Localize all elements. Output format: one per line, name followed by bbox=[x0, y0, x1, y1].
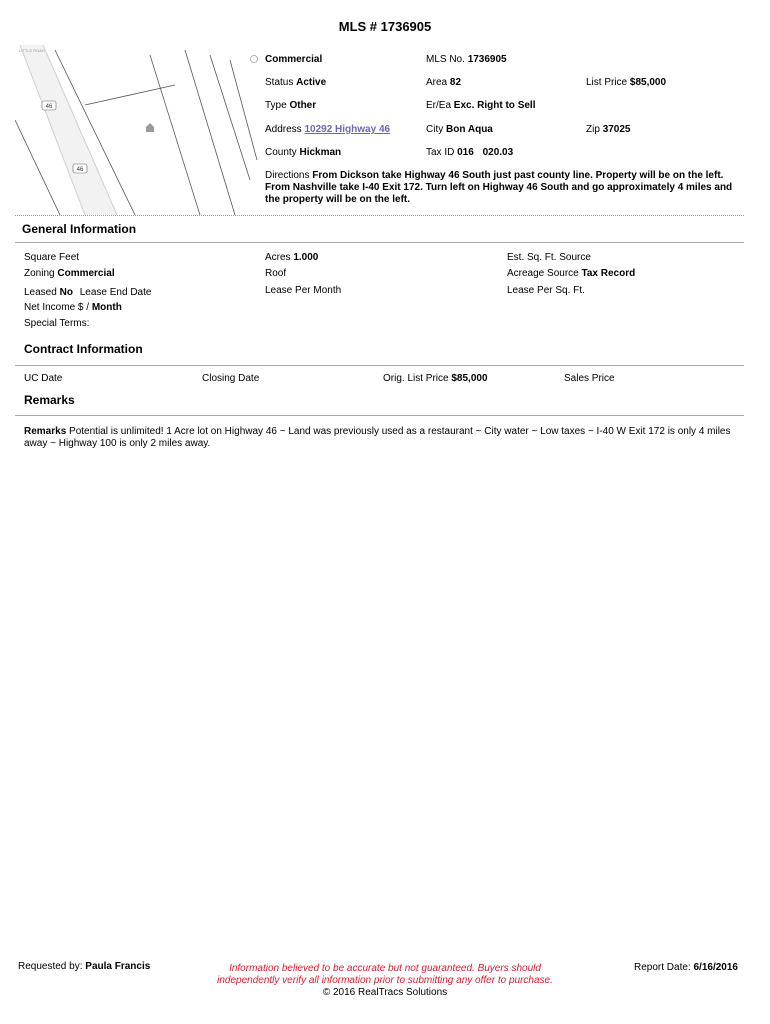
roof-label: Roof bbox=[265, 268, 287, 279]
zoning-field bbox=[24, 268, 115, 279]
zoning-label: Zoning bbox=[24, 268, 55, 279]
type-label: Type bbox=[265, 100, 287, 111]
acreage-source-field bbox=[507, 268, 635, 279]
report-date-value: 6/16/2016 bbox=[693, 962, 738, 973]
erea-label: Er/Ea bbox=[426, 100, 452, 111]
address-label: Address bbox=[265, 124, 302, 135]
address-link[interactable]: 10292 Highway 46 bbox=[304, 124, 391, 135]
list-price-value: $85,000 bbox=[629, 77, 667, 88]
road-shield-label: 46 bbox=[45, 104, 53, 110]
closing-date-label: Closing Date bbox=[202, 373, 260, 384]
uc-date-label: UC Date bbox=[24, 373, 63, 384]
erea-value: Exc. Right to Sell bbox=[453, 100, 536, 111]
leased-field bbox=[24, 287, 151, 298]
mls-number-value: 1736905 bbox=[467, 54, 507, 65]
special-terms-label: Special Terms: bbox=[24, 318, 90, 329]
report-date-field bbox=[634, 962, 738, 973]
section-rule bbox=[15, 365, 744, 366]
tax-id-value-2: 020.03 bbox=[482, 147, 514, 158]
property-map bbox=[15, 45, 260, 215]
net-income-period: Month bbox=[91, 302, 122, 313]
disclaimer-line-1: Information believed to be accurate but not guaranteed. Buyers should bbox=[229, 963, 541, 974]
city-value: Bon Aqua bbox=[446, 124, 493, 135]
disclaimer-line-2: independently verify all information prior to submitting any offer to purchase. bbox=[217, 975, 553, 986]
county-value: Hickman bbox=[299, 147, 342, 158]
zoning-value: Commercial bbox=[57, 268, 115, 279]
status-field bbox=[265, 77, 326, 88]
county-label: County bbox=[265, 147, 297, 158]
tax-id-label: Tax ID bbox=[426, 147, 455, 158]
net-income-label: Net Income $ / bbox=[24, 302, 90, 313]
orig-list-price-field bbox=[383, 373, 488, 384]
section-rule bbox=[15, 415, 744, 416]
orig-list-price-value: $85,000 bbox=[451, 373, 488, 384]
remarks-label: Remarks bbox=[24, 426, 67, 437]
directions-field bbox=[265, 170, 745, 206]
status-label: Status bbox=[265, 77, 294, 88]
acreage-source-value: Tax Record bbox=[581, 268, 636, 279]
zip-label: Zip bbox=[586, 124, 600, 135]
section-divider-dotted bbox=[15, 215, 744, 216]
leased-value: No bbox=[59, 287, 73, 298]
est-sqft-source-label: Est. Sq. Ft. Source bbox=[507, 252, 591, 263]
net-income-field bbox=[24, 302, 122, 313]
zip-field bbox=[586, 124, 631, 135]
mls-number-label: MLS No. bbox=[426, 54, 465, 65]
remarks-text: Potential is unlimited! 1 Acre lot on Highway 46 ~ Land was previously used as a restaurant ~ City water ~ Low taxes ~ I-40 W Exit 172 is only 4 miles away ~ Highway 100 is only 2 miles away. bbox=[24, 426, 731, 449]
square-feet-label: Square Feet bbox=[24, 252, 80, 263]
road-shield-label: 46 bbox=[76, 167, 84, 173]
tax-id-field bbox=[426, 147, 513, 158]
city-label: City bbox=[426, 124, 444, 135]
city-field bbox=[426, 124, 493, 135]
contract-info-heading: Contract Information bbox=[24, 342, 143, 356]
lease-per-sqft-label: Lease Per Sq. Ft. bbox=[507, 285, 585, 296]
requested-by-label: Requested by: bbox=[18, 961, 83, 972]
remarks-heading: Remarks bbox=[24, 393, 75, 407]
acreage-source-label: Acreage Source bbox=[507, 268, 579, 279]
tax-id-value-1: 016 bbox=[457, 147, 474, 158]
acres-value: 1.000 bbox=[293, 252, 319, 263]
acres-label: Acres bbox=[265, 252, 291, 263]
county-field bbox=[265, 147, 341, 158]
orig-list-price-label: Orig. List Price bbox=[383, 373, 449, 384]
lease-end-date-label: Lease End Date bbox=[79, 287, 152, 298]
area-field bbox=[426, 77, 461, 88]
status-value: Active bbox=[296, 77, 327, 88]
report-date-label: Report Date: bbox=[634, 962, 691, 973]
zip-value: 37025 bbox=[602, 124, 631, 135]
area-value: 82 bbox=[449, 77, 462, 88]
general-info-heading: General Information bbox=[22, 222, 137, 236]
directions-label: Directions bbox=[265, 170, 310, 181]
type-field bbox=[265, 100, 316, 111]
section-rule bbox=[15, 242, 744, 243]
requested-by-value: Paula Francis bbox=[85, 961, 151, 972]
sales-price-label: Sales Price bbox=[564, 373, 615, 384]
mls-number-field bbox=[426, 54, 507, 65]
map-corner-text: LITTLE ROAD bbox=[19, 48, 45, 53]
directions-text: From Dickson take Highway 46 South just past county line. Property will be on the left. From Nashville take I-40 Exit 172. Turn left on Highway 46 South and go approximately 4 miles and the property will be on the left. bbox=[265, 170, 733, 205]
property-type: Commercial bbox=[265, 54, 323, 65]
remarks-field bbox=[24, 426, 744, 450]
copyright-text: © 2016 RealTracs Solutions bbox=[322, 987, 448, 998]
type-value: Other bbox=[289, 100, 317, 111]
page-title: MLS # 1736905 bbox=[338, 19, 432, 34]
acres-field bbox=[265, 252, 318, 263]
erea-field bbox=[426, 100, 535, 111]
pin-icon bbox=[251, 56, 258, 63]
lease-per-month-label: Lease Per Month bbox=[265, 285, 342, 296]
address-field bbox=[265, 124, 390, 135]
leased-label: Leased bbox=[24, 287, 57, 298]
list-price-field bbox=[586, 77, 666, 88]
list-price-label: List Price bbox=[586, 77, 628, 88]
area-label: Area bbox=[426, 77, 448, 88]
